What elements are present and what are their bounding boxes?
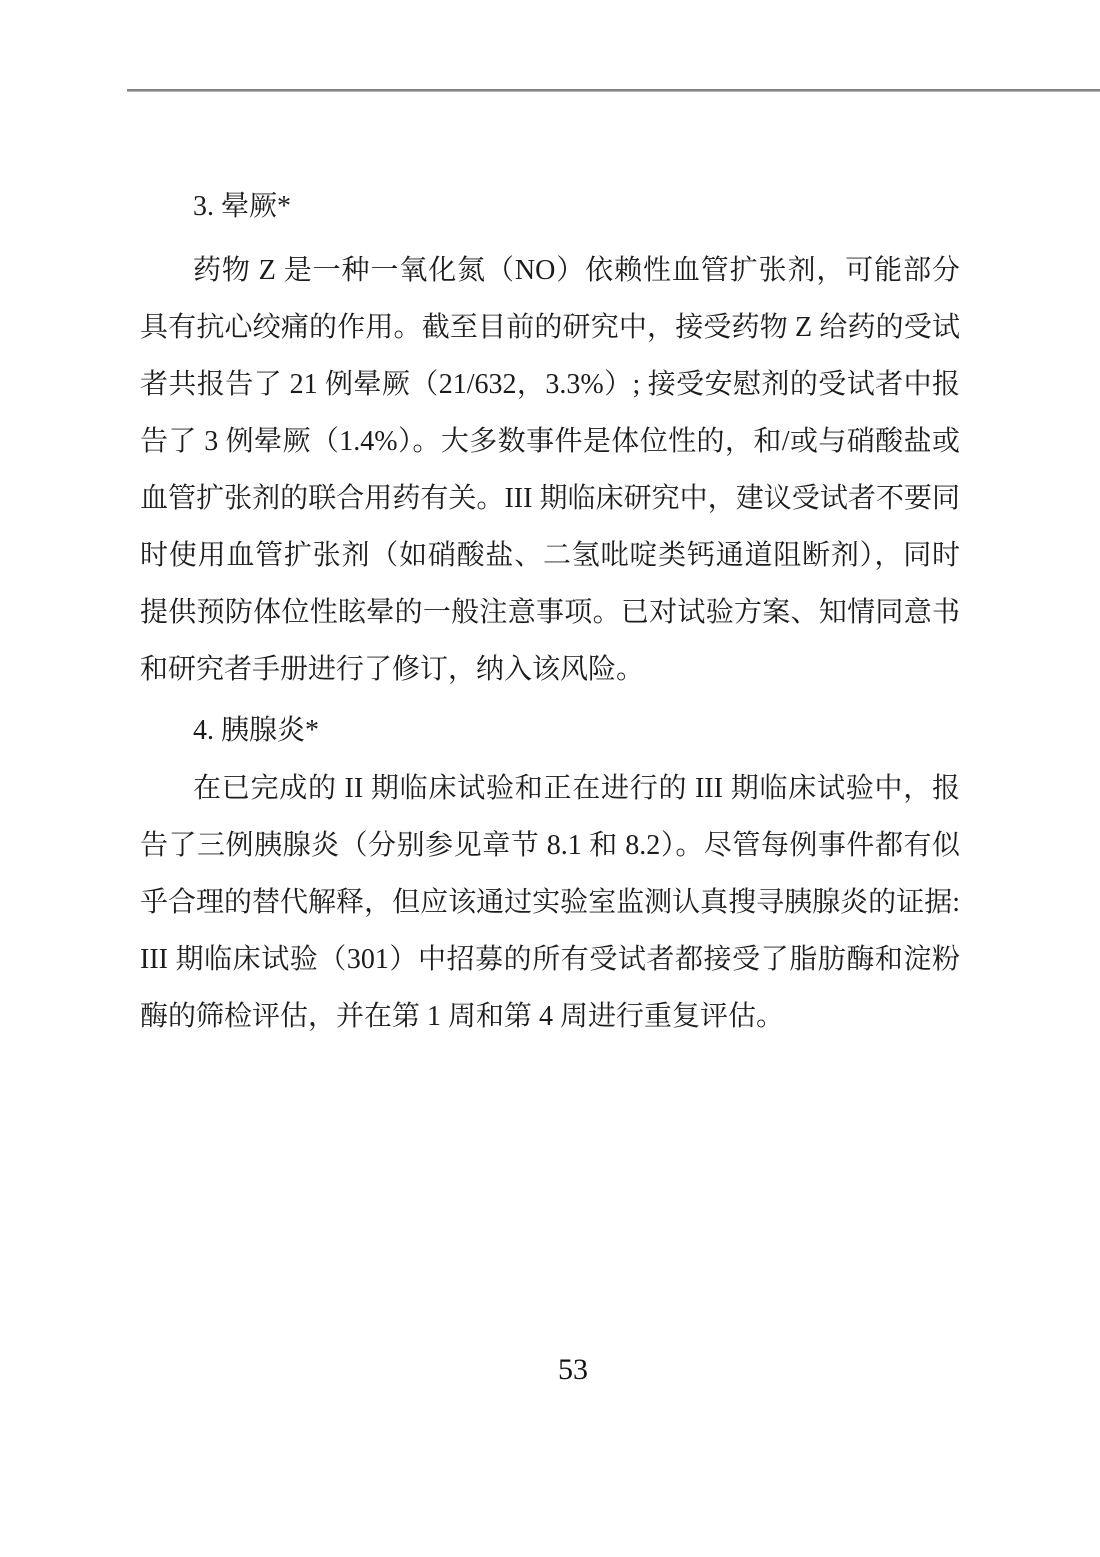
page-content (140, 178, 960, 1045)
paragraph-pancreatitis: 在已完成的 II 期临床试验和正在进行的 III 期临床试验中，报告了三例胰腺炎（分别参见章节 8.1 和 8.2）。尽管每例事件都有似乎合理的替代解释，但应该通过实验室监测认真搜寻胰腺炎的证据: III 期临床试验（301）中招募的所有受试者都接受了脂肪酶和淀粉酶的筛检评估，并在第 1 周和第 4 周进行重复评估。 (140, 773, 960, 1032)
section-heading-pancreatitis: 4. 胰腺炎* (193, 715, 320, 746)
page-number: 53 (558, 1353, 588, 1386)
header-divider-rule (127, 89, 1100, 92)
paragraph-syncope: 药物 Z 是一种一氧化氮（NO）依赖性血管扩张剂，可能部分具有抗心绞痛的作用。截至目前的研究中，接受药物 Z 给药的受试者共报告了 21 例晕厥（21/632，3.3%）; 接受安慰剂的受试者中报告了 3 例晕厥（1.4%）。大多数事件是体位性的，和/或与硝酸盐或血管扩张剂的联合用药有关。III 期临床研究中，建议受试者不要同时使用血管扩张剂（如硝酸盐、二氢吡啶类钙通道阻断剂），同时提供预防体位性眩晕的一般注意事项。已对试验方案、知情同意书和研究者手册进行了修订，纳入该风险。 (140, 255, 960, 685)
section-heading-syncope: 3. 晕厥* (193, 191, 292, 222)
